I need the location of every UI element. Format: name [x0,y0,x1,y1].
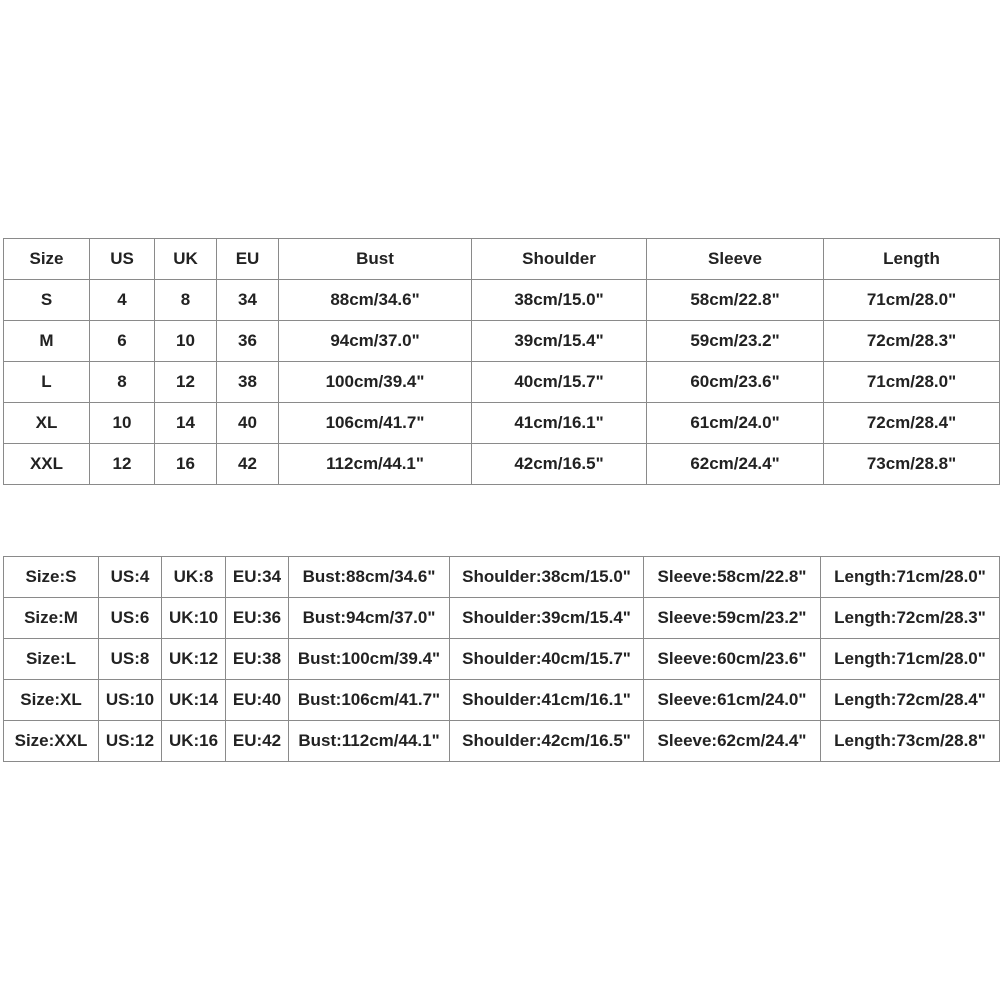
table-cell: L [4,362,90,403]
table-cell: 34 [217,280,279,321]
table-cell: EU:34 [226,557,289,598]
table-cell: 40 [217,403,279,444]
table-cell: Shoulder:38cm/15.0" [450,557,644,598]
table-cell: 72cm/28.4" [824,403,1000,444]
table-cell: Shoulder:42cm/16.5" [450,721,644,762]
table-cell: Sleeve:61cm/24.0" [644,680,821,721]
table-cell: Sleeve:62cm/24.4" [644,721,821,762]
table-cell: 41cm/16.1" [472,403,647,444]
table-cell: 38cm/15.0" [472,280,647,321]
table-cell: 42 [217,444,279,485]
table-cell: UK:12 [162,639,226,680]
table-cell: US:6 [99,598,162,639]
table-cell: 39cm/15.4" [472,321,647,362]
table-cell: 94cm/37.0" [279,321,472,362]
table-cell: 16 [155,444,217,485]
table-cell: 72cm/28.3" [824,321,1000,362]
table-cell: 106cm/41.7" [279,403,472,444]
table-row [4,721,1000,762]
table-cell: Length:73cm/28.8" [821,721,1000,762]
table-cell: Size:L [4,639,99,680]
table-cell: Shoulder:40cm/15.7" [450,639,644,680]
table-cell: US:4 [99,557,162,598]
table-cell: Bust:106cm/41.7" [289,680,450,721]
table-cell: US:12 [99,721,162,762]
size-chart-table [3,238,1000,485]
table-row [4,280,1000,321]
table-cell: EU:38 [226,639,289,680]
table-cell: UK:14 [162,680,226,721]
table-cell: Sleeve:59cm/23.2" [644,598,821,639]
table-cell: 73cm/28.8" [824,444,1000,485]
table-cell: Bust:88cm/34.6" [289,557,450,598]
size-chart-inline-table [3,556,1000,762]
table-row [4,598,1000,639]
table-cell: 14 [155,403,217,444]
table-row [4,557,1000,598]
table-cell: Bust:94cm/37.0" [289,598,450,639]
column-header: UK [155,239,217,280]
table-cell: Sleeve:60cm/23.6" [644,639,821,680]
table-cell: Length:71cm/28.0" [821,639,1000,680]
table-cell: 12 [155,362,217,403]
column-header: US [90,239,155,280]
table-cell: 60cm/23.6" [647,362,824,403]
table-cell: UK:16 [162,721,226,762]
table-cell: M [4,321,90,362]
table-cell: 40cm/15.7" [472,362,647,403]
table-cell: EU:42 [226,721,289,762]
table-cell: Length:72cm/28.3" [821,598,1000,639]
table-cell: 71cm/28.0" [824,280,1000,321]
table-cell: UK:10 [162,598,226,639]
table-cell: 61cm/24.0" [647,403,824,444]
table-cell: 88cm/34.6" [279,280,472,321]
table-cell: 6 [90,321,155,362]
table-cell: 42cm/16.5" [472,444,647,485]
table-cell: Size:XXL [4,721,99,762]
column-header: Length [824,239,1000,280]
table-cell: Shoulder:39cm/15.4" [450,598,644,639]
table-cell: XXL [4,444,90,485]
table-row [4,321,1000,362]
table-cell: 4 [90,280,155,321]
table-cell: EU:40 [226,680,289,721]
table-cell: 62cm/24.4" [647,444,824,485]
table-cell: Size:XL [4,680,99,721]
table-cell: Length:72cm/28.4" [821,680,1000,721]
table-row [4,403,1000,444]
column-header: EU [217,239,279,280]
table-cell: 12 [90,444,155,485]
table-cell: 38 [217,362,279,403]
table-cell: Bust:100cm/39.4" [289,639,450,680]
table-row [4,639,1000,680]
table-cell: 8 [155,280,217,321]
table-cell: Size:S [4,557,99,598]
table-cell: 71cm/28.0" [824,362,1000,403]
table-row [4,444,1000,485]
table-cell: 59cm/23.2" [647,321,824,362]
table-cell: S [4,280,90,321]
table-cell: Shoulder:41cm/16.1" [450,680,644,721]
table-cell: Size:M [4,598,99,639]
table-cell: 10 [90,403,155,444]
table-cell: 36 [217,321,279,362]
table-row [4,680,1000,721]
table-cell: 100cm/39.4" [279,362,472,403]
table-header-row [4,239,1000,280]
table-row [4,362,1000,403]
table-cell: Length:71cm/28.0" [821,557,1000,598]
column-header: Size [4,239,90,280]
column-header: Shoulder [472,239,647,280]
table-cell: 10 [155,321,217,362]
table-cell: UK:8 [162,557,226,598]
table-cell: EU:36 [226,598,289,639]
table-cell: US:8 [99,639,162,680]
column-header: Sleeve [647,239,824,280]
table-cell: 112cm/44.1" [279,444,472,485]
column-header: Bust [279,239,472,280]
table-cell: Sleeve:58cm/22.8" [644,557,821,598]
table-cell: 58cm/22.8" [647,280,824,321]
table-cell: 8 [90,362,155,403]
table-cell: US:10 [99,680,162,721]
table-cell: Bust:112cm/44.1" [289,721,450,762]
table-cell: XL [4,403,90,444]
